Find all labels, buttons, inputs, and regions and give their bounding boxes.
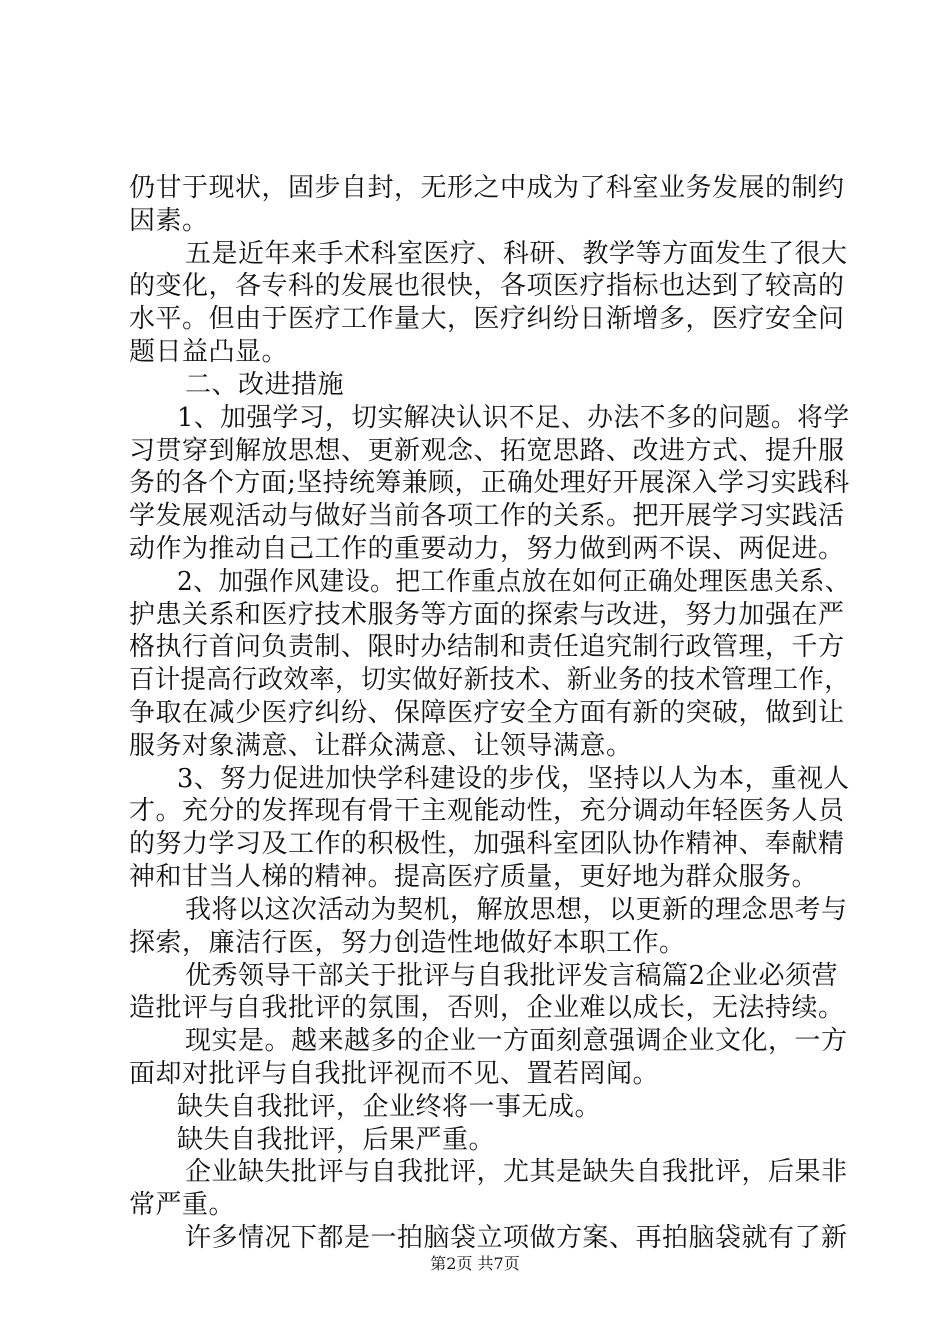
text-line: 2、加强作风建设。把工作重点放在如何正确处理医患关系、 (177, 566, 851, 597)
text-line: 才。充分的发挥现有骨干主观能动性，充分调动年轻医务人员 (129, 796, 845, 827)
text-line: 1、加强学习，切实解决认识不足、办法不多的问题。将学 (177, 402, 850, 433)
text-line: 百计提高行政效率，切实做好新技术、新业务的技术管理工作， (129, 665, 851, 696)
text-line: 争取在减少医疗纠纷、保障医疗安全方面有新的突破，做到让 (129, 698, 845, 728)
page-footer (0, 1254, 950, 1274)
text-line: 探索，廉洁行医，努力创造性地做好本职工作。 (129, 927, 686, 958)
text-line: 的努力学习及工作的积极性，加强科室团队协作精神、奉献精 (129, 829, 845, 860)
section-heading: 二、改进措施 (185, 369, 345, 400)
text-line: 3、努力促进加快学科建设的步伐，坚持以人为本，重视人 (177, 763, 850, 794)
text-line: 护患关系和医疗技术服务等方面的探索与改进，努力加强在严 (129, 599, 845, 630)
text-line: 格执行首问负责制、限时办结制和责任追究制行政管理，千方 (129, 632, 845, 663)
text-line: 五是近年来手术科室医疗、科研、教学等方面发生了很大 (185, 238, 848, 269)
text-line: 现实是。越来越多的企业一方面刻意强调企业文化，一方 (185, 1026, 848, 1057)
text-line: 水平。但由于医疗工作量大，医疗纠纷日渐增多，医疗安全问 (129, 304, 845, 335)
text-line: 务的各个方面;坚持统筹兼顾，正确处理好开展深入学习实践科 (129, 468, 850, 499)
text-line: 面却对批评与自我批评视而不见、置若罔闻。 (129, 1058, 660, 1089)
text-line: 动作为推动自己工作的重要动力，努力做到两不误、两促进。 (129, 533, 845, 564)
text-line: 题日益凸显。 (129, 337, 289, 368)
text-line: 仍甘于现状，固步自封，无形之中成为了科室业务发展的制约 (129, 173, 845, 203)
text-line: 习贯穿到解放思想、更新观念、拓宽思路、改进方式、提升服 (129, 435, 845, 466)
text-line: 神和甘当人梯的精神。提高医疗质量，更好地为群众服务。 (129, 862, 819, 893)
text-line: 常严重。 (129, 1190, 236, 1221)
page-number-label: 第2页 共7页 (430, 1254, 520, 1273)
text-line: 造批评与自我批评的氛围，否则，企业难以成长，无法持续。 (129, 993, 845, 1024)
text-line: 的变化，各专科的发展也很快，各项医疗指标也达到了较高的 (129, 271, 845, 302)
text-line: 许多情况下都是一拍脑袋立项做方案、再拍脑袋就有了新 (185, 1223, 848, 1253)
text-line: 优秀领导干部关于批评与自我批评发言稿篇2企业必须营 (185, 960, 839, 991)
text-line: 缺失自我批评，后果严重。 (177, 1124, 496, 1155)
text-line: 服务对象满意、让群众满意、让领导满意。 (129, 730, 633, 761)
text-line: 学发展观活动与做好当前各项工作的关系。把开展学习实践活 (129, 501, 845, 532)
text-line: 企业缺失批评与自我批评，尤其是缺失自我批评，后果非 (185, 1157, 848, 1188)
text-line: 我将以这次活动为契机，解放思想，以更新的理念思考与 (185, 894, 848, 925)
text-line: 缺失自我批评，企业终将一事无成。 (177, 1091, 602, 1122)
text-line: 因素。 (129, 205, 209, 236)
